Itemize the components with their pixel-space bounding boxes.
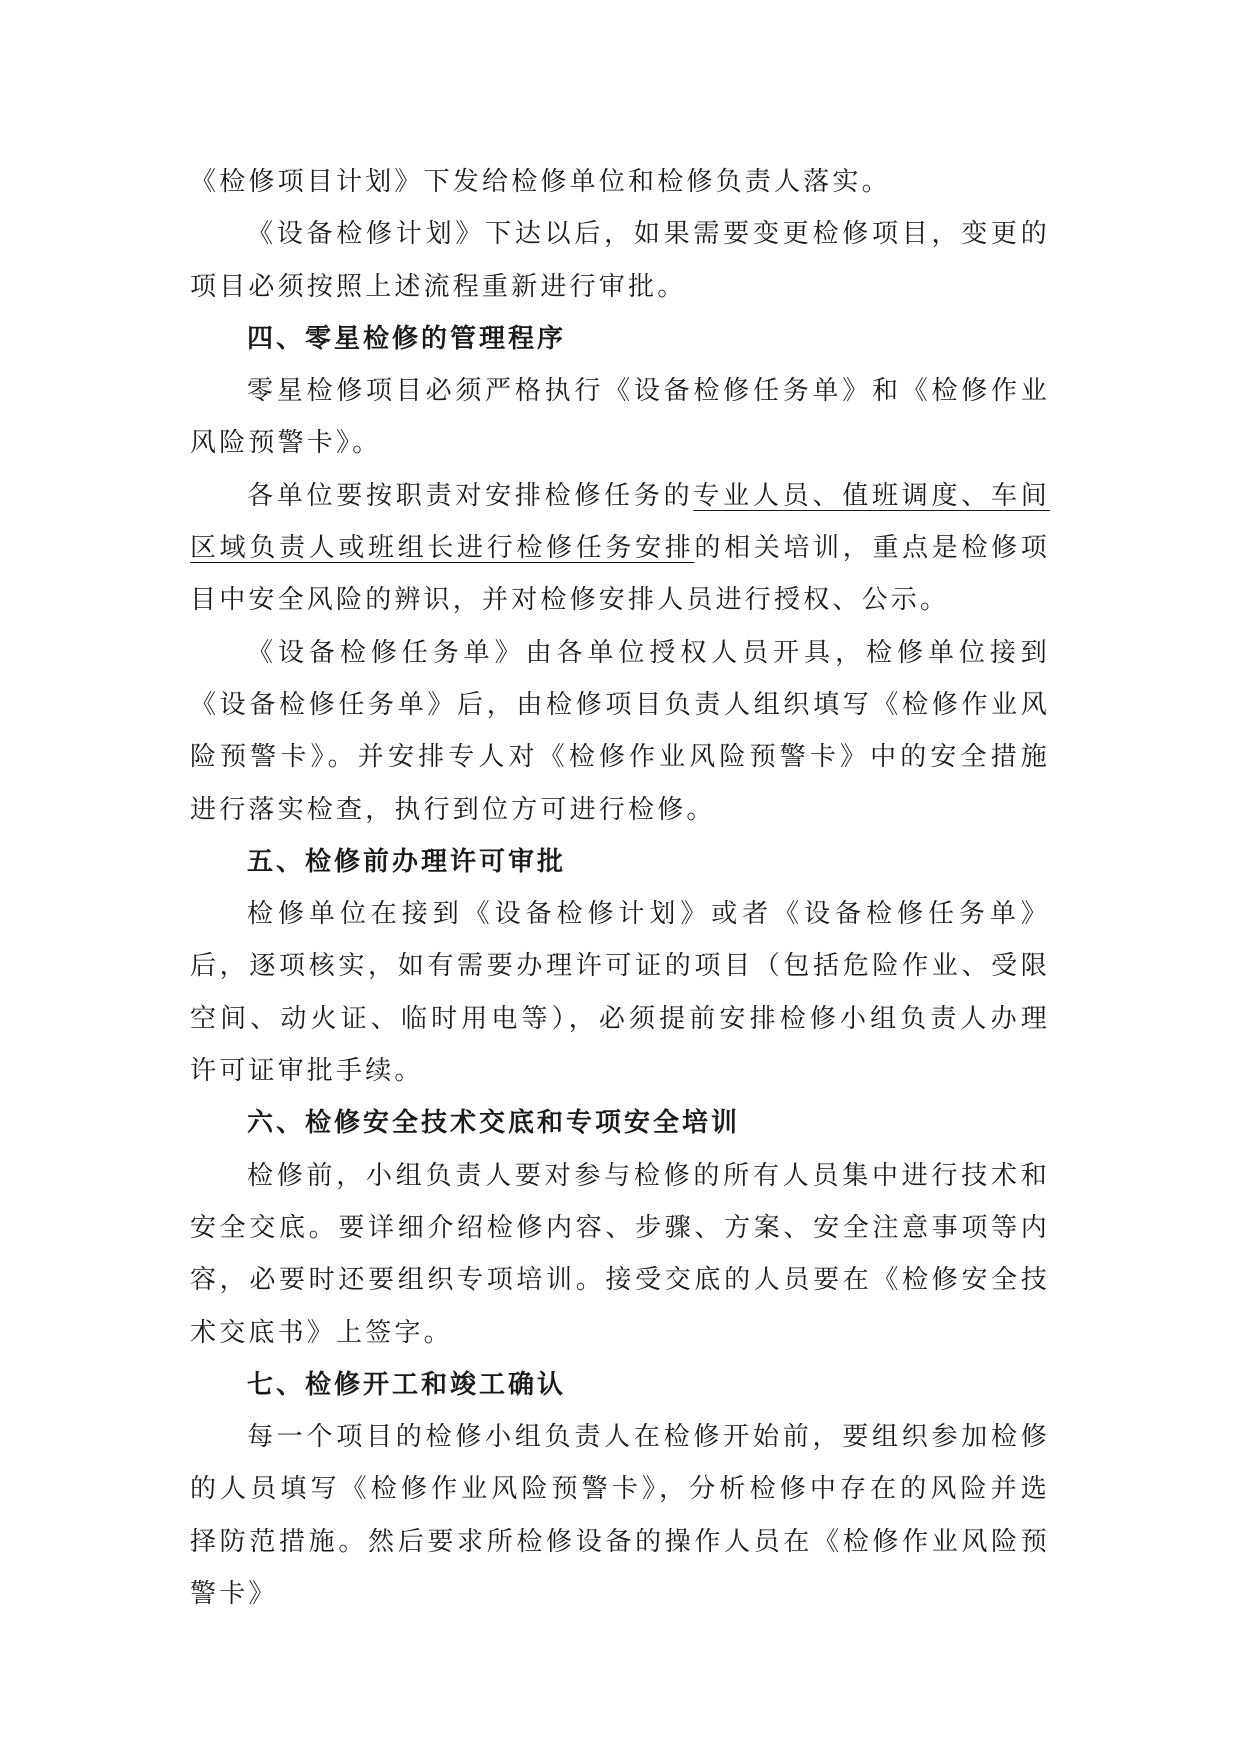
paragraph-plan-change: 《设备检修计划》下达以后，如果需要变更检修项目，变更的项目必须按照上述流程重新进行审批。 [190, 219, 1050, 302]
paragraph-spot-repair: 零星检修项目必须严格执行《设备检修任务单》和《检修作业风险预警卡》。 [190, 376, 1050, 459]
paragraph-plan-dispatch: 《检修项目计划》下发给检修单位和检修负责人落实。 [190, 167, 891, 197]
paragraph-training [190, 470, 1050, 627]
section-heading-4: 四、零星检修的管理程序 [247, 323, 567, 354]
section-heading-7: 七、检修开工和竣工确认 [247, 1369, 567, 1400]
paragraph-permit: 检修单位在接到《设备检修计划》或者《设备检修任务单》后，逐项核实，如有需要办理许可证的项目（包括危险作业、受限空间、动火证、临时用电等），必须提前安排检修小组负责人办理许可证审批手续。 [190, 899, 1050, 1087]
document-body [190, 156, 1050, 1620]
paragraph-safety-briefing: 检修前，小组负责人要对参与检修的所有人员集中进行技术和安全交底。要详细介绍检修内容、步骤、方案、安全注意事项等内容，必要时还要组织专项培训。接受交底的人员要在《检修安全技术交底书》上签字。 [190, 1160, 1050, 1348]
paragraph-start-confirm: 每一个项目的检修小组负责人在检修开始前，要组织参加检修的人员填写《检修作业风险预警卡》，分析检修中存在的风险并选择防范措施。然后要求所检修设备的操作人员在《检修作业风险预警卡》 [190, 1422, 1050, 1610]
section-heading-5: 五、检修前办理许可审批 [247, 846, 567, 877]
training-underlined-text: 专业人员、值班调度、车间区域负责人或班组长进行检修任务安排 [190, 480, 1050, 564]
section-heading-6: 六、检修安全技术交底和专项安全培训 [247, 1108, 741, 1139]
training-text-after: 的相关培训，重点是检修项目中安全风险的辨识，并对检修安排人员进行授权、公示。 [190, 533, 1051, 616]
training-text-before: 各单位要按职责对安排检修任务的 [247, 480, 694, 511]
paragraph-task-order: 《设备检修任务单》由各单位授权人员开具，检修单位接到《设备检修任务单》后，由检修项目负责人组织填写《检修作业风险预警卡》。并安排专人对《检修作业风险预警卡》中的安全措施进行落实检查，执行到位方可进行检修。 [190, 637, 1050, 825]
